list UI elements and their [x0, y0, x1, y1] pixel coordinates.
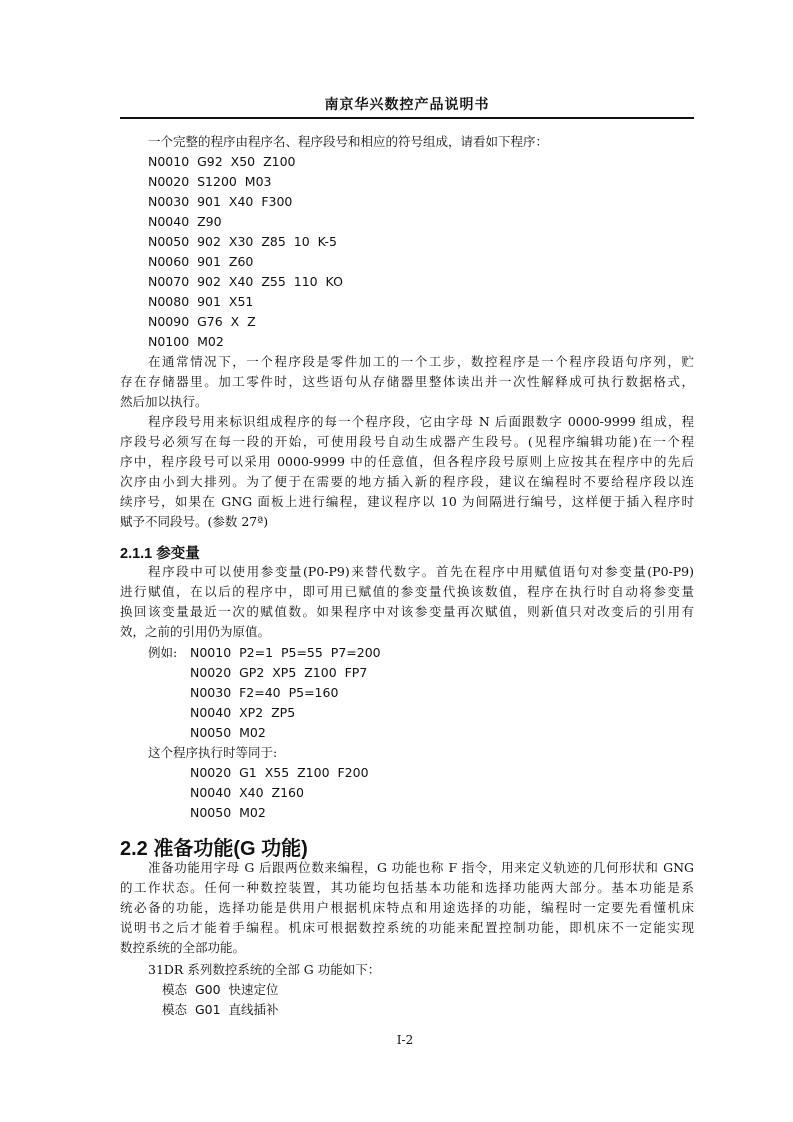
g-list-intro: 31DR 系列数控系统的全部 G 功能如下：: [148, 962, 381, 977]
intro-paragraph: 一个完整的程序由程序名、程序段号和相应的符号组成，请看如下程序：: [148, 134, 549, 149]
equivalent-line: N0020 G1 X55 Z100 F200: [190, 765, 369, 780]
paragraph-line: 说明书之后才能着手编程。机床可根据数控系统的功能来配置控制功能，即机床不一定能实现: [120, 920, 694, 935]
paragraph-line: 在通常情况下，一个程序段是零件加工的一个工步，数控程序是一个程序段语句序列，贮: [148, 354, 694, 369]
program-line: N0060 901 Z60: [148, 254, 254, 269]
program-line: N0080 901 X51: [148, 294, 254, 309]
example-line: N0010 P2=1 P5=55 P7=200: [190, 645, 381, 660]
paragraph-line: 统必备的功能，选择功能是供用户根据机床特点和用途选择的功能，编程时一定要先看懂机床: [120, 900, 694, 915]
paragraph-line: 效，之前的引用仍为原值。: [120, 624, 271, 639]
example-line: N0040 XP2 ZP5: [190, 705, 296, 720]
paragraph-line: 的工作状态。任何一种数控装置，其功能均包括基本功能和选择功能两大部分。基本功能是系: [120, 880, 694, 895]
paragraph-line: 存在存储器里。加工零件时，这些语句从存储器里整体读出并一次性解释成可执行数据格式，: [120, 374, 694, 389]
header-rule: [120, 117, 694, 119]
example-line: N0030 F2=40 P5=160: [190, 685, 339, 700]
g-function-item: 模态 G00 快速定位: [162, 982, 279, 997]
paragraph-line: 进行赋值，在以后的程序中，即可用已赋值的参变量代换该数值，程序在执行时自动将参变量: [120, 584, 694, 599]
program-line: N0070 902 X40 Z55 110 KO: [148, 274, 343, 289]
section-heading-2-2: 2.2 准备功能(G 功能): [120, 838, 308, 860]
paragraph-line: 序段号必须写在每一段的开始，可使用段号自动生成器产生段号。(见程序编辑功能)在一个程: [120, 434, 694, 449]
program-line: N0090 G76 X Z: [148, 314, 256, 329]
example-label: 例如:: [148, 645, 178, 660]
paragraph-line: 准备功能用字母 G 后跟两位数来编程，G 功能也称 F 指令，用来定义轨迹的几何形状和 GNG: [148, 860, 694, 875]
program-line: N0020 S1200 M03: [148, 174, 272, 189]
paragraph-line: 次序由小到大排列。为了便于在需要的地方插入新的程序段，建议在编程时不要给程序段以连: [120, 474, 694, 489]
page-header-title: 南京华兴数控产品说明书: [324, 97, 490, 113]
program-line: N0100 M02: [148, 334, 224, 349]
paragraph-line: 数控系统的全部功能。: [120, 940, 246, 955]
example-line: N0020 GP2 XP5 Z100 FP7: [190, 665, 368, 680]
program-line: N0010 G92 X50 Z100: [148, 154, 296, 169]
g-function-item: 模态 G01 直线插补: [162, 1002, 279, 1017]
paragraph-line: 程序段号用来标识组成程序的每一个程序段，它由字母 N 后面跟数字 0000-9999 组成，程: [148, 414, 694, 429]
page-number: I-2: [396, 1033, 414, 1047]
paragraph-line: 程序段中可以使用参变量(P0-P9)来替代数字。首先在程序中用赋值语句对参变量(P0-P9): [148, 564, 694, 579]
paragraph-line: 赋予不同段号。(参数 27ª): [120, 514, 269, 529]
paragraph-line: 然后加以执行。: [120, 394, 208, 409]
equivalent-line: N0040 X40 Z160: [190, 785, 304, 800]
paragraph-line: 序中，程序段号可以采用 0000-9999 中的任意值，但各程序段号原则上应按其在程序中的先后: [120, 454, 694, 469]
equivalent-line: N0050 M02: [190, 805, 266, 820]
paragraph-line: 换回该变量最近一次的赋值数。如果程序中对该参变量再次赋值，则新值只对改变后的引用有: [120, 604, 694, 619]
program-line: N0050 902 X30 Z85 10 K-5: [148, 234, 337, 249]
equivalent-label: 这个程序执行时等同于:: [148, 745, 278, 760]
program-line: N0030 901 X40 F300: [148, 194, 293, 209]
example-line: N0050 M02: [190, 725, 266, 740]
section-heading-2-1-1: 2.1.1 参变量: [120, 546, 200, 562]
paragraph-line: 续序号，如果在 GNG 面板上进行编程，建议程序以 10 为间隔进行编号，这样便于插入程序时: [120, 494, 694, 509]
program-line: N0040 Z90: [148, 214, 222, 229]
